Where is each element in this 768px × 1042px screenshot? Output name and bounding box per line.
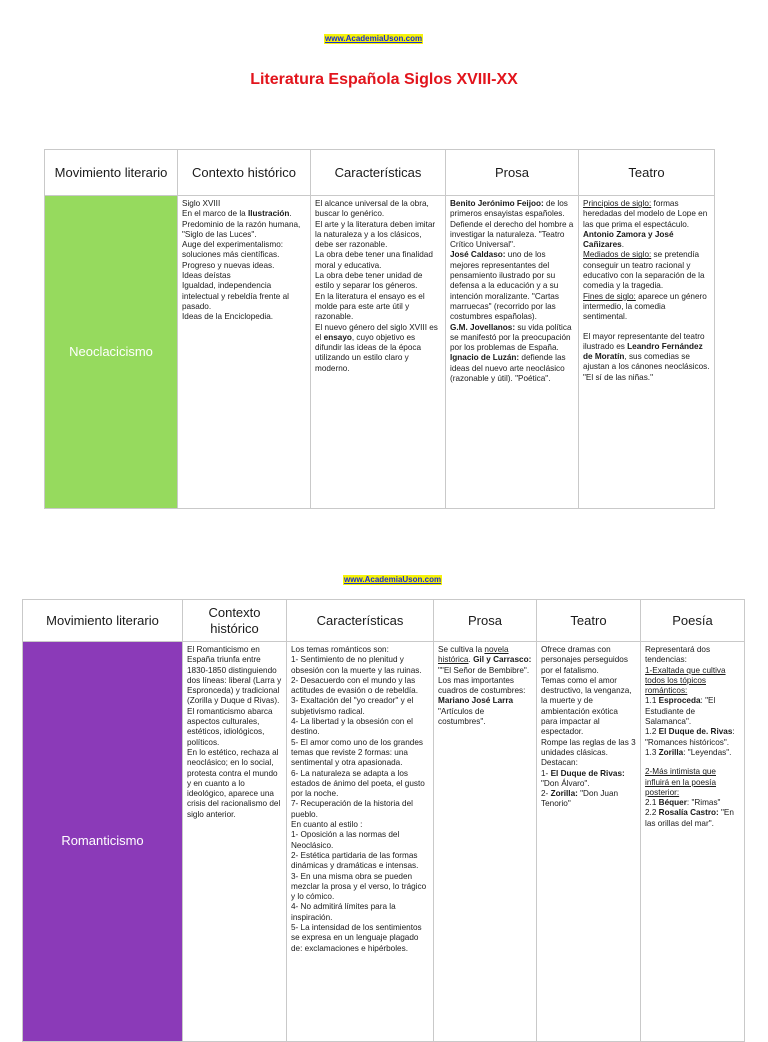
text-run: Zorilla: xyxy=(550,789,578,799)
text-run: 3- En una misma obra se pueden mezclar la prosa y el verso, lo trágico y lo cómico. xyxy=(291,871,427,902)
text-line xyxy=(182,199,306,209)
text-run: ""El Señor de Bembibre". xyxy=(438,665,530,675)
text-run: 7- Recuperación de la historia del pueblo. xyxy=(291,799,413,819)
text-run: Ignacio de Luzán: xyxy=(450,353,520,363)
text-line xyxy=(583,323,710,332)
text-run: "Artículos de costumbres". xyxy=(438,706,486,727)
text-run: : "Romances históricos". xyxy=(645,727,735,747)
text-line xyxy=(182,209,306,219)
text-line xyxy=(187,748,282,820)
text-run: "Don Juan Tenorio" xyxy=(541,789,619,809)
text-run: : "Leyendas". xyxy=(683,747,732,757)
text-run: , cuyo objetivo es difundir las ideas de la época utilizando un estilo claro y moderno. xyxy=(315,332,422,373)
text-run: El Duque de Rivas: xyxy=(550,768,625,778)
text-run: Ideas de la Enciclopedia. xyxy=(182,312,274,322)
text-run: El arte y la literatura deben imitar la naturaleza y a los clásicos, debe ser razonable. xyxy=(315,219,436,250)
text-run: 3- Exaltación del "yo creador" y el subjetivismo radical. xyxy=(291,696,414,716)
text-run: Destacan: xyxy=(541,758,578,768)
text-run: 2- Estética partidaria de las formas dinámicas y dramáticas e intensas. xyxy=(291,850,419,871)
header-poesia: Poesía xyxy=(641,600,745,642)
text-line xyxy=(450,199,574,250)
text-run: 5- La intensidad de los sentimientos se expresa en un lenguaje plagado de: exclamaciones e hipérboles. xyxy=(291,923,422,953)
text-run: "Don Álvaro". xyxy=(541,778,590,788)
text-run: 1- Sentimiento de no plenitud y obsesión con la muerte y las ruinas. xyxy=(291,655,422,675)
text-line xyxy=(182,271,306,281)
text-run: 1.1 xyxy=(645,696,659,706)
text-line xyxy=(645,808,740,829)
text-run: uno de los mejores representantes del pensamiento ilustrado por su defensa a la educación y a su intención moralizante. "Cartas marruecas" (recorrido por las costumbres españolas). xyxy=(450,250,559,322)
text-run: 1- Oposición a las normas del Neoclásico. xyxy=(291,830,400,850)
text-run: : "Rimas" xyxy=(686,798,721,808)
header-prosa: Prosa xyxy=(446,150,579,196)
text-line xyxy=(583,292,710,323)
text-line xyxy=(541,645,636,676)
text-line xyxy=(645,645,740,666)
text-line xyxy=(315,271,441,292)
text-line xyxy=(541,769,636,790)
text-line xyxy=(182,240,306,261)
header-teatro: Teatro xyxy=(579,150,715,196)
text-line xyxy=(541,789,636,810)
document-title: Literatura Española Siglos XVIII-XX xyxy=(250,71,518,88)
text-line xyxy=(182,261,306,271)
text-line xyxy=(438,676,532,727)
movement-romanticismo: Romanticismo xyxy=(23,642,183,1042)
cell-prosa xyxy=(446,196,579,509)
text-line xyxy=(291,769,429,800)
text-line xyxy=(450,353,574,384)
text-run: su vida política se manifestó por la preocupación por los problemas de España. xyxy=(450,322,572,353)
text-run: Principios de siglo: xyxy=(583,199,652,208)
text-run: 4- No admitirá límites para la inspiración. xyxy=(291,902,396,922)
text-run: Fines de siglo: xyxy=(583,291,636,301)
text-run: Rompe las reglas de las 3 unidades clásicas. xyxy=(541,737,636,757)
cell-caracteristicas xyxy=(287,642,434,1042)
text-line xyxy=(541,676,636,738)
text-run: Se cultiva la xyxy=(438,645,485,654)
site-link-top[interactable]: www.AcademiaUson.com xyxy=(325,34,423,43)
text-run: El mayor representante del teatro ilustrado es xyxy=(583,331,705,351)
text-run: Auge del experimentalismo: soluciones más científicas. xyxy=(182,240,284,260)
text-run: 6- La naturaleza se adapta a los estados de ánimo del poeta, el gusto por la noche. xyxy=(291,768,425,799)
text-run: Ofrece dramas con personajes perseguidos por el fatalismo. xyxy=(541,645,628,675)
text-run: Zorilla xyxy=(658,747,684,757)
text-run: Ilustración xyxy=(248,209,290,219)
text-run: Rosalía Castro: xyxy=(658,808,719,818)
text-run: 5- El amor como uno de los grandes temas que reviste 2 formas: una sentimental y otra apasionada. xyxy=(291,737,423,768)
text-run: Progreso y nuevas ideas. xyxy=(182,260,275,270)
text-run: El nuevo género del siglo XVIII es el xyxy=(315,322,438,342)
text-run: José Caldaso: xyxy=(450,250,506,260)
text-line xyxy=(291,645,429,655)
text-run: 2- xyxy=(541,789,551,799)
text-run: Ideas deístas xyxy=(182,271,231,281)
text-run: . xyxy=(468,655,474,665)
text-run: novela histórica xyxy=(438,645,509,665)
text-line xyxy=(315,199,441,220)
text-line xyxy=(291,696,429,717)
site-link-middle[interactable]: www.AcademiaUson.com xyxy=(344,575,442,584)
text-line xyxy=(291,676,429,697)
text-line xyxy=(315,323,441,374)
header-teatro: Teatro xyxy=(537,600,641,642)
text-line xyxy=(182,220,306,241)
header-contexto: Contexto histórico xyxy=(183,600,287,642)
text-run: El Duque de. Rivas xyxy=(658,727,733,737)
text-line xyxy=(291,902,429,923)
text-run: defiende las ideas del nuevo arte neoclásico (razonable y útil). "Poética". xyxy=(450,353,566,384)
text-run: . xyxy=(289,209,292,219)
text-run: ensayo xyxy=(323,332,352,342)
text-line xyxy=(645,727,740,748)
text-run: En el marco de la xyxy=(182,209,248,219)
header-caracteristicas: Características xyxy=(287,600,434,642)
text-line xyxy=(645,767,740,798)
text-line xyxy=(315,250,441,271)
cell-teatro xyxy=(579,196,715,509)
text-run: de los primeros ensayistas españoles. Defiende el derecho del hombre a investigar la naturaleza. "Teatro Crítico Universal". xyxy=(450,199,574,250)
text-run: Gil y Carrasco: xyxy=(473,655,532,665)
text-line xyxy=(291,820,429,830)
text-run: Esproceda xyxy=(658,696,701,706)
text-line xyxy=(450,250,574,322)
header-contexto: Contexto histórico xyxy=(178,150,311,196)
cell-caracteristicas xyxy=(311,196,446,509)
romanticism-table xyxy=(22,599,745,1042)
header-movimiento: Movimiento literario xyxy=(23,600,183,642)
text-run: Representará dos tendencias: xyxy=(645,645,711,665)
text-run: : "El Estudiante de Salamanca". xyxy=(645,696,716,727)
text-run: El alcance universal de la obra, buscar lo genérico. xyxy=(315,199,429,219)
text-line xyxy=(541,758,636,768)
text-line xyxy=(187,645,282,748)
text-run: Leandro Fernández de Moratín xyxy=(583,341,703,362)
text-run: , sus comedias se ajustan a los cánones neoclásicos. "El sí de las niñas." xyxy=(583,352,710,382)
text-line xyxy=(645,748,740,758)
text-run: Béquer xyxy=(658,798,687,808)
cell-contexto xyxy=(178,196,311,509)
text-run: 1.3 xyxy=(645,747,659,757)
text-run: Siglo XVIII xyxy=(182,199,221,208)
text-run: formas heredadas del modelo de Lope en las que prima el espectáculo. xyxy=(583,199,708,229)
text-line xyxy=(645,696,740,727)
cell-prosa xyxy=(434,642,537,1042)
text-run: 2- Desacuerdo con el mundo y las actitudes de evasión o de rebeldía. xyxy=(291,675,418,696)
text-run: G.M. Jovellanos: xyxy=(450,322,516,332)
text-run: En la literatura el ensayo es el molde para este arte útil y razonable. xyxy=(315,291,425,322)
text-line xyxy=(291,717,429,738)
header-caracteristicas: Características xyxy=(311,150,446,196)
text-line xyxy=(450,323,574,354)
text-run: . xyxy=(621,240,624,250)
text-line xyxy=(182,312,306,322)
text-run: Mariano José Larra xyxy=(438,696,514,706)
text-run: Los mas importantes cuadros de costumbres: xyxy=(438,675,526,696)
text-run: Igualdad, independencia intelectual y rebeldía frente al pasado. xyxy=(182,281,289,311)
cell-poesia xyxy=(641,642,745,1042)
text-run: Antonio Zamora y José Cañizares xyxy=(583,229,674,250)
cell-teatro xyxy=(537,642,641,1042)
text-line xyxy=(438,645,532,676)
text-run: 2-Más intimista que influirá en la poesía posterior: xyxy=(645,767,717,797)
header-prosa: Prosa xyxy=(434,600,537,642)
text-run: Los temas románticos son: xyxy=(291,645,389,654)
text-line xyxy=(291,830,429,851)
text-line xyxy=(645,758,740,767)
text-run: 1-Exaltada que cultiva todos los tópicos románticos: xyxy=(645,665,726,696)
text-run: Predominio de la razón humana, "Siglo de las Luces". xyxy=(182,219,301,239)
neoclassicism-table xyxy=(44,149,715,509)
text-run: 4- La libertad y la obsesión con el destino. xyxy=(291,717,413,737)
text-run: "En las orillas del mar". xyxy=(645,808,734,828)
text-line xyxy=(583,199,710,250)
text-line xyxy=(645,798,740,808)
text-run: La obra debe tener una finalidad moral y educativa. xyxy=(315,250,433,270)
text-line xyxy=(182,281,306,312)
text-line xyxy=(291,923,429,954)
text-run: 2.2 xyxy=(645,808,659,818)
text-line xyxy=(583,250,710,291)
text-run: Mediados de siglo: xyxy=(583,250,652,260)
text-run: La obra debe tener unidad de estilo y separar los géneros. xyxy=(315,271,423,291)
text-run: En cuanto al estilo : xyxy=(291,820,363,830)
cell-contexto xyxy=(183,642,287,1042)
text-run: Temas como el amor destructivo, la venganza, la muerte y de ambientación exótica para impactar al espectador. xyxy=(541,675,632,737)
text-line xyxy=(315,292,441,323)
text-run: aparece un género intermedio, la comedia sentimental. xyxy=(583,291,707,322)
text-run: Benito Jerónimo Feijoo: xyxy=(450,199,544,208)
text-line xyxy=(541,738,636,759)
movement-neoclasicismo: Neoclacicismo xyxy=(45,196,178,509)
text-line xyxy=(291,872,429,903)
text-line xyxy=(291,851,429,872)
text-line xyxy=(645,666,740,697)
text-run: El Romanticismo en España triunfa entre 1830-1850 distinguiendo dos líneas: liberal (Larra y Espronceda) y tradicional (Zorilla y Duque d Rivas). El romanticismo abarca aspectos culturales, estéticos, idiológicos, políticos. xyxy=(187,645,282,747)
text-line xyxy=(583,332,710,383)
text-run: En lo estético, rechaza al neoclásico; en lo social, protesta contra el mundo y en cuanto a lo ideológico, aparece una crisis del racionalismo del siglo anterior. xyxy=(187,747,281,819)
text-line xyxy=(291,655,429,676)
header-movimiento: Movimiento literario xyxy=(45,150,178,196)
text-line xyxy=(315,220,441,251)
text-run: se pretendía conseguir un teatro racional y educativo con la separación de la comedia y la tragedia. xyxy=(583,250,705,291)
text-run: 1- xyxy=(541,768,551,778)
text-run: 2.1 xyxy=(645,798,659,808)
text-run: 1.2 xyxy=(645,727,659,737)
text-line xyxy=(291,799,429,820)
text-line xyxy=(291,738,429,769)
